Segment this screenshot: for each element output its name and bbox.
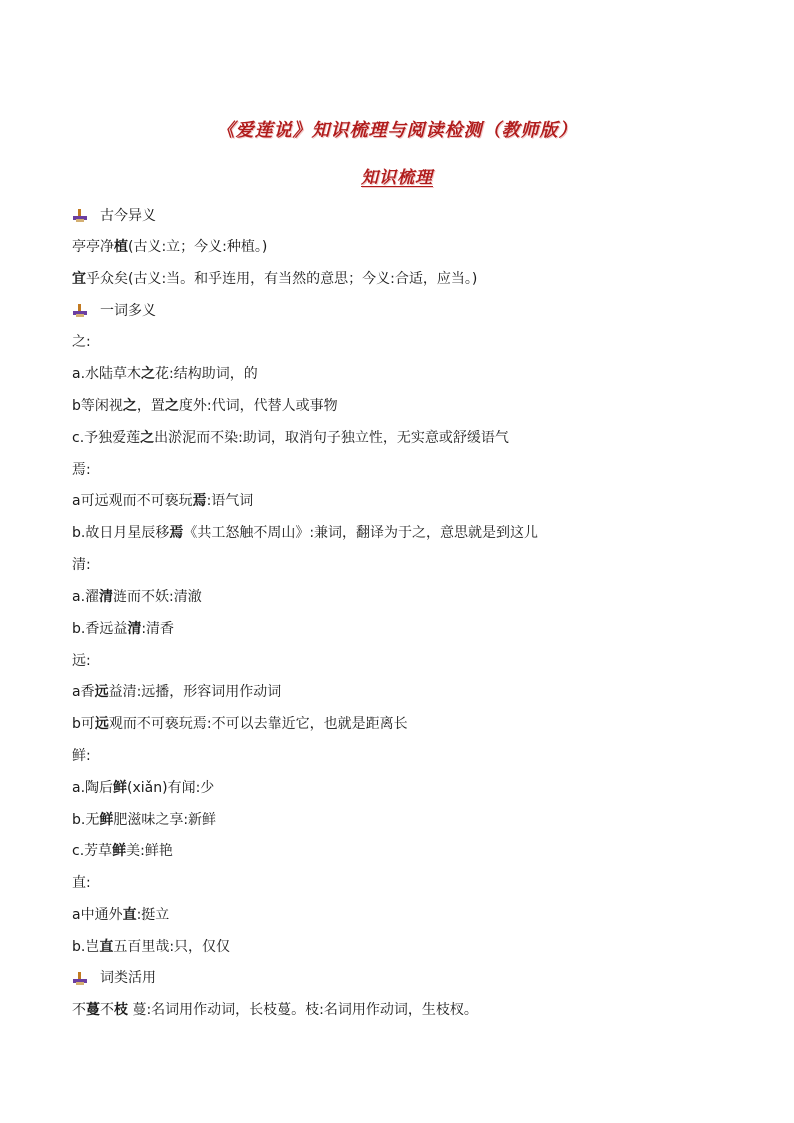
- text-line: c.予独爱莲之出淤泥而不染:助词，取消句子独立性，无实意或舒缓语气: [72, 430, 509, 446]
- section-heading-text: 知识梳理: [361, 168, 433, 188]
- text-line: 亭亭净植(古义:立；今义:种植。): [72, 239, 268, 255]
- text-line: 不蔓不枝 蔓:名词用作动词，长枝蔓。枝:名词用作动词，生枝杈。: [72, 1002, 478, 1018]
- text-line: 清:: [72, 557, 91, 573]
- text-line: 宜乎众矣(古义:当。和乎连用，有当然的意思；今义:合适，应当。): [72, 271, 478, 287]
- subsection-polysemy: 一词多义: [100, 303, 156, 319]
- text-line: a.陶后鲜(xiǎn)有闻:少: [72, 780, 215, 796]
- text-line: b.故日月星辰移焉《共工怒触不周山》:兼词，翻译为于之，意思就是到这儿: [72, 525, 539, 541]
- text-line: a香远益清:远播，形容词用作动词: [72, 684, 282, 700]
- document-title: 《爱莲说》知识梳理与阅读检测（教师版）: [216, 120, 578, 141]
- text-line: a.水陆草木之花:结构助词，的: [72, 366, 258, 382]
- bullet-marker-icon: [73, 304, 87, 318]
- text-line: b.香远益清:清香: [72, 621, 175, 637]
- text-line: 之:: [72, 334, 91, 350]
- subsection-word-class: 词类活用: [100, 970, 156, 986]
- text-line: b可远观而不可亵玩焉:不可以去靠近它，也就是距离长: [72, 716, 408, 732]
- section-heading: [0, 163, 794, 188]
- text-line: b.岂直五百里哉:只，仅仅: [72, 939, 231, 955]
- subsection-ancient-modern: 古今异义: [100, 208, 156, 224]
- text-line: 远:: [72, 653, 91, 669]
- text-line: c.芳草鲜美:鲜艳: [72, 843, 173, 859]
- text-line: b等闲视之，置之度外:代词，代替人或事物: [72, 398, 338, 414]
- bullet-marker-icon: [73, 209, 87, 223]
- text-line: b.无鲜肥滋味之享:新鲜: [72, 812, 217, 828]
- text-line: 直:: [72, 875, 91, 891]
- text-line: a中通外直:挺立: [72, 907, 170, 923]
- text-line: 鲜:: [72, 748, 91, 764]
- text-line: a.濯清涟而不妖:清澈: [72, 589, 202, 605]
- text-line: 焉:: [72, 462, 91, 478]
- bullet-marker-icon: [73, 972, 87, 986]
- text-line: a可远观而不可亵玩焉:语气词: [72, 493, 254, 509]
